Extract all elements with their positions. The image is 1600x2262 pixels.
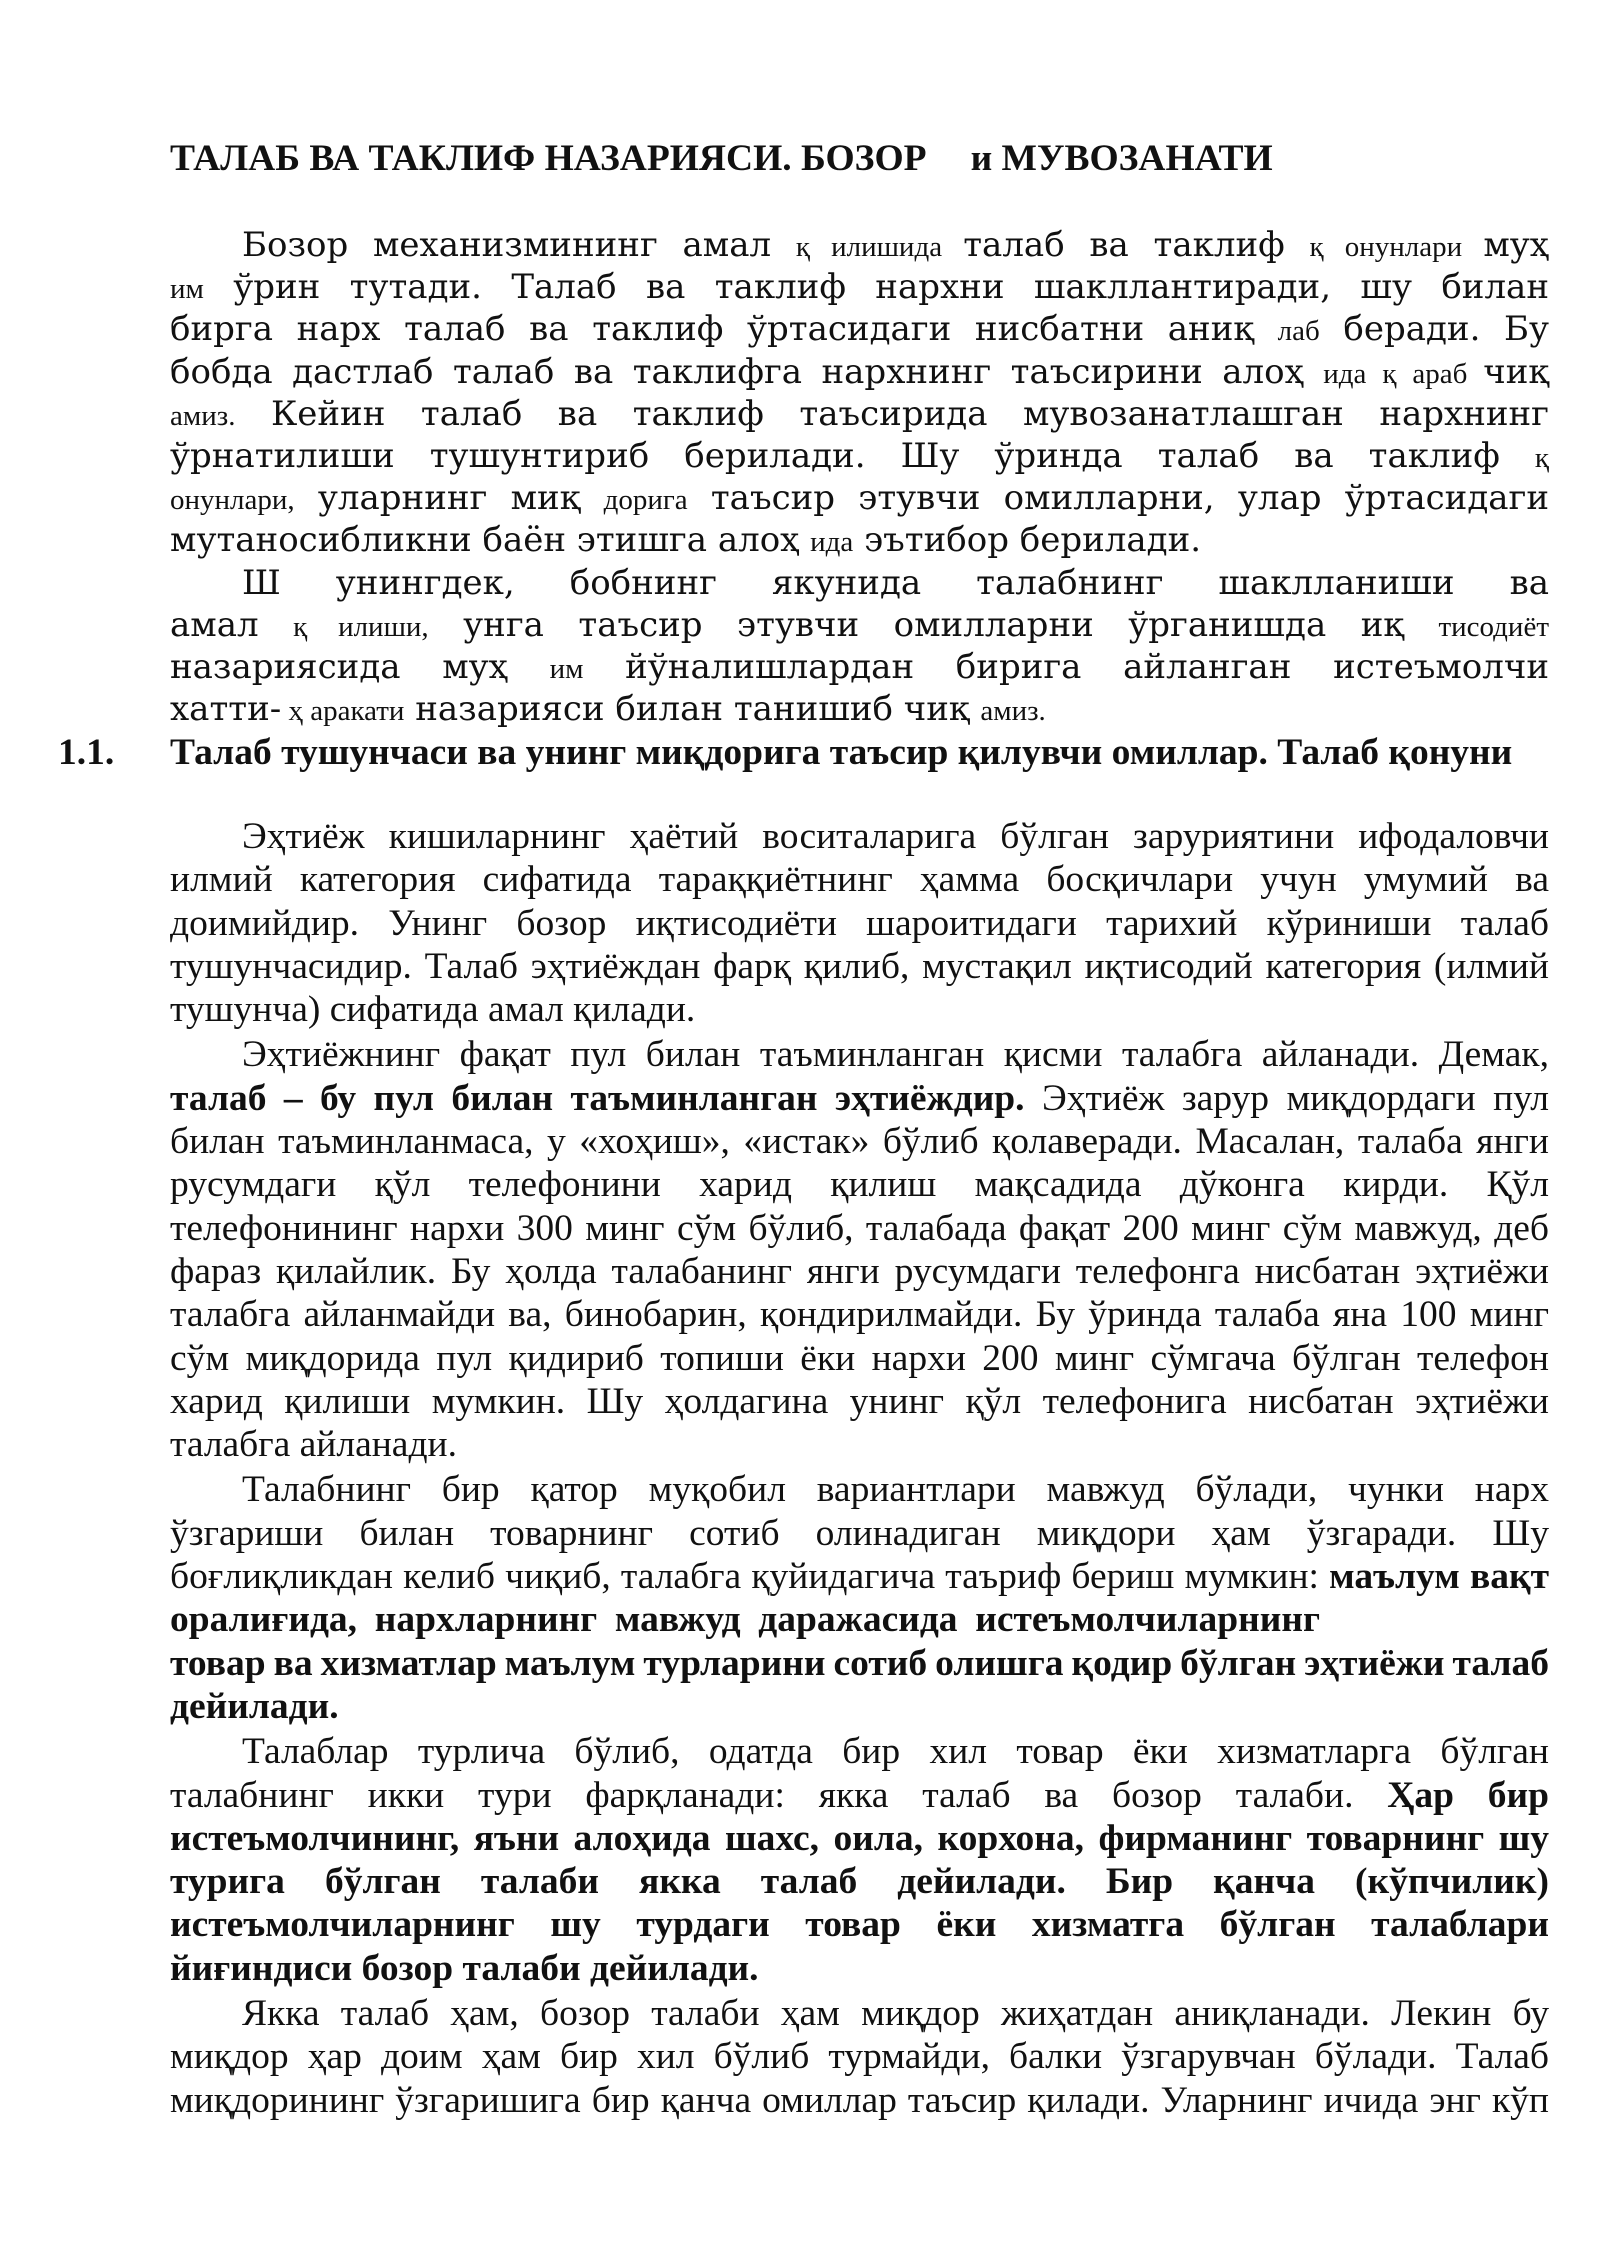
line-content	[170, 1121, 1549, 1162]
small-text-segment: им	[170, 273, 204, 306]
text-line	[170, 902, 1549, 945]
text-segment: боғлиқликдан келиб чиқиб, талабга қуйидагича таъриф бериш мумкин:	[170, 1556, 1330, 1598]
text-segment: доимийдир. Унинг бозор иқтисодиёти шароитидаги тарихий кўриниши талаб	[170, 902, 1549, 944]
text-segment: талабга айланмайди ва, бинобарин, қондирилмайди. Бу ўринда талаба яна 100 минг	[170, 1294, 1549, 1336]
text-segment: тушунчасидир. Талаб эҳтиёждан фарқ қилиб, мустақил иқтисодий категория (илмий	[170, 945, 1549, 987]
text-segment: ўзгариши билан товарнинг сотиб олинадиган миқдори ҳам ўзгаради. Шу	[170, 1512, 1549, 1554]
text-segment: сўм миқдорида пул қидириб топиши ёки нархи 200 минг сўмгача бўлган телефон	[170, 1337, 1549, 1379]
line-content	[170, 1948, 759, 1989]
line-content	[170, 1424, 457, 1465]
text-line	[170, 1468, 1549, 1511]
small-text-segment: им	[549, 652, 584, 685]
small-text-segment: тисодиёт	[1438, 610, 1549, 643]
text-line	[170, 688, 1549, 730]
text-line	[170, 1077, 1549, 1120]
line-content	[170, 309, 1549, 349]
line-content	[170, 2080, 1549, 2121]
bold-definition: истеъмолчининг, яъни алоҳида шахс, оила, корхона, фирманинг товарнинг шу	[170, 1817, 1549, 1859]
line-content	[170, 1686, 339, 1727]
text-segment: талабга айланади.	[170, 1424, 457, 1466]
line-content	[170, 1164, 1549, 1205]
text-segment: Бозор механизмининг амал	[242, 225, 796, 265]
text-segment: хатти-	[170, 689, 282, 730]
text-line	[170, 1120, 1549, 1163]
text-line	[170, 2079, 1549, 2122]
line-content	[170, 689, 1046, 729]
paragraph	[170, 1033, 1549, 1466]
text-line	[170, 1250, 1549, 1293]
text-segment: ўрин тутади. Талаб ва таклиф нархни шакллантиради, шу билан	[203, 267, 1549, 308]
text-line	[170, 604, 1549, 646]
line-content	[170, 1904, 1549, 1945]
bold-definition: истеъмолчиларнинг шу турдаги товар ёки хизматга бўлган талаблари	[170, 1904, 1549, 1946]
line-content	[170, 647, 1549, 687]
line-content	[170, 1513, 1549, 1554]
text-segment: йўналишлардан бирига айланган истеъмолчи	[583, 646, 1549, 687]
text-segment: амал	[170, 604, 294, 645]
bold-definition: турига бўлган талаби якка талаб дейилади. Бир қанча (кўпчилик)	[170, 1861, 1549, 1903]
line-content	[170, 1251, 1549, 1292]
text-line	[170, 945, 1549, 988]
text-line	[170, 1903, 1549, 1946]
text-line	[170, 435, 1549, 477]
small-text-segment: лаб	[1277, 315, 1320, 348]
bold-definition: товар ва хизматлар маълум турларини сотиб олишга қодир бўлган эҳтиёжи талаб	[170, 1642, 1549, 1684]
text-segment: назариясида муҳ	[170, 646, 550, 687]
text-line	[170, 1992, 1549, 2035]
text-line	[170, 1337, 1549, 1380]
text-line	[170, 1033, 1549, 1076]
text-segment: телефонининг нархи 300 минг сўм бўлиб, талабада фақат 200 минг сўм мавжуд, деб	[170, 1207, 1549, 1249]
line-content	[170, 1338, 1549, 1379]
text-line	[170, 1555, 1549, 1598]
text-segment: миқдорининг ўзгаришига бир қанча омиллар таъсир қилади. Уларнинг ичида энг кўп	[170, 2079, 1549, 2121]
text-segment: Эҳтиёжнинг фақат пул билан таъминланган қисми талабга айланади. Демак,	[242, 1034, 1549, 1076]
text-segment: илмий категория сифатида тараққиётнинг ҳамма босқичлари учун умумий ва	[170, 859, 1549, 901]
text-segment: талабнинг икки тури фарқланади: якка талаб ва бозор талаби.	[170, 1774, 1388, 1816]
text-line	[170, 1817, 1549, 1860]
bold-definition: Ҳар бир	[1387, 1774, 1549, 1816]
line-content	[170, 903, 1549, 944]
line-content	[170, 1381, 1549, 1422]
line-content	[170, 1775, 1549, 1816]
line-content	[242, 1993, 1549, 2034]
text-line	[170, 1860, 1549, 1903]
text-segment: таъсир этувчи омилларни, улар ўртасидаги	[687, 478, 1549, 519]
text-line	[170, 1774, 1549, 1817]
text-line	[170, 562, 1549, 604]
text-line	[170, 1423, 1549, 1466]
text-segment: бобда дастлаб талаб ва таклифга нархнинг таъсирини алоҳ	[170, 351, 1324, 392]
text-segment: фараз қилайлик. Бу ҳолда талабанинг янги русумдаги телефонга нисбатан эҳтиёжи	[170, 1250, 1549, 1292]
text-segment: тушунча) сифатида амал қилади.	[170, 989, 696, 1031]
intro-paragraph	[170, 562, 1549, 731]
text-segment: Якка талаб ҳам, бозор талаби ҳам миқдор жиҳатдан аниқланади. Лекин бу	[242, 1993, 1549, 2035]
text-line	[170, 1163, 1549, 1206]
text-segment: Эҳтиёж зарур миқдордаги пул	[1024, 1077, 1550, 1119]
body-section	[170, 815, 1549, 2122]
text-segment: миқдор ҳар доим ҳам бир хил бўлиб турмайди, балки ўзгарувчан бўлади. Талаб	[170, 2036, 1549, 2078]
paragraph	[170, 1992, 1549, 2122]
text-line	[170, 988, 1549, 1031]
small-text-segment: дорига	[603, 484, 688, 517]
line-content	[242, 816, 1549, 857]
title-tail: и МУВОЗАНАТИ	[970, 138, 1273, 179]
section-title: Талаб тушунчаси ва унинг миқдорига таъсир қилувчи омиллар. Талаб қонуни	[170, 732, 1513, 773]
small-text-segment: амиз.	[980, 695, 1046, 728]
line-content	[170, 520, 1201, 560]
text-line	[170, 477, 1549, 519]
intro-section	[170, 224, 1549, 730]
text-line	[170, 1642, 1549, 1685]
text-line	[170, 1730, 1549, 1773]
line-content	[170, 394, 1549, 434]
bold-definition: дейилади.	[170, 1685, 339, 1727]
text-line	[170, 1512, 1549, 1555]
small-text-segment: онунлари,	[170, 484, 295, 517]
small-text-segment: қ	[1534, 441, 1549, 474]
line-content	[242, 563, 1549, 603]
line-content	[170, 859, 1549, 900]
line-content	[242, 225, 1549, 265]
text-segment: мутаносибликни баён этишга алоҳ	[170, 520, 811, 561]
small-text-segment: қ онунлари	[1309, 231, 1484, 263]
text-segment: Ш унингдек, бобнинг якунида талабнинг шаклланиши ва	[242, 562, 1549, 603]
small-text-segment: амиз.	[170, 399, 236, 432]
text-line	[170, 646, 1549, 688]
line-content	[170, 478, 1549, 518]
text-segment: эътибор берилади.	[853, 520, 1202, 561]
text-line	[170, 815, 1549, 858]
small-text-segment: ҳ аракати	[281, 695, 405, 728]
text-line	[170, 308, 1549, 350]
line-content	[170, 267, 1549, 307]
text-segment: бирга нарх талаб ва таклиф ўртасидаги нисбатни аниқ	[170, 309, 1278, 350]
paragraph	[170, 1468, 1549, 1728]
text-segment: Эҳтиёж кишиларнинг ҳаётий воситаларига бўлган заруриятини ифодаловчи	[242, 816, 1549, 857]
line-content	[242, 1731, 1549, 1772]
text-line	[170, 1380, 1549, 1423]
text-line	[170, 1293, 1549, 1336]
line-content	[170, 1861, 1549, 1902]
line-content	[170, 1078, 1549, 1119]
small-text-segment: ида	[810, 526, 854, 559]
text-line	[170, 393, 1549, 435]
line-content	[242, 1469, 1549, 1510]
intro-paragraph	[170, 224, 1549, 562]
paragraph	[170, 815, 1549, 1031]
bold-definition: оралиғида, нархларнинг мавжуд даражасида истеъмолчиларнинг	[170, 1599, 1320, 1641]
text-segment: назарияси билан танишиб чиқ	[404, 689, 981, 730]
text-segment: Талаблар турлича бўлиб, одатда бир хил товар ёки хизматларга бўлган	[242, 1731, 1549, 1773]
text-line	[170, 224, 1549, 266]
line-content	[242, 1034, 1549, 1075]
text-segment: Кейин талаб ва таклиф таъсирида мувозанатлашган нархнинг	[235, 393, 1549, 434]
text-line	[170, 1207, 1549, 1250]
small-text-segment: қ илишида	[795, 231, 964, 263]
line-content	[170, 605, 1549, 645]
text-line	[170, 1685, 1549, 1728]
text-segment: беради. Бу	[1319, 309, 1550, 350]
text-segment: ўрнатилиши тушунтириб берилади. Шу ўринда талаб ва таклиф	[170, 435, 1535, 476]
document-title	[170, 137, 1273, 180]
text-segment: Талабнинг бир қатор муқобил вариантлари мавжуд бўлади, чунки нарх	[242, 1469, 1549, 1511]
text-line	[170, 519, 1549, 561]
text-line	[170, 2035, 1549, 2078]
text-segment: русумдаги қўл телефонини харид қилиш мақсадида дўконга кирди. Қўл	[170, 1164, 1549, 1206]
line-content	[170, 1208, 1549, 1249]
text-line	[170, 266, 1549, 308]
text-segment: харид қилиши мумкин. Шу ҳолдагина унинг қўл телефонига нисбатан эҳтиёжи	[170, 1380, 1549, 1422]
title-main: ТАЛАБ ВА ТАКЛИФ НАЗАРИЯСИ. БОЗОР	[170, 138, 927, 179]
small-text-segment: ида қ араб	[1323, 357, 1484, 390]
line-content	[170, 1599, 1320, 1640]
line-content	[170, 1818, 1549, 1859]
text-line	[170, 1947, 1549, 1990]
text-line	[170, 858, 1549, 901]
text-segment: билан таъминланмаса, у «хоҳиш», «истак» бўлиб қолаверади. Масалан, талаба янги	[170, 1121, 1549, 1163]
line-content	[170, 1556, 1549, 1597]
text-line	[170, 351, 1549, 393]
text-segment: унга таъсир этувчи омилларни ўрганишда иқ	[428, 604, 1439, 645]
text-line	[170, 1598, 1320, 1641]
line-content	[170, 1294, 1549, 1335]
paragraph	[170, 1730, 1549, 1990]
bold-definition: маълум вақт	[1329, 1556, 1550, 1598]
text-segment: уларнинг миқ	[294, 478, 604, 519]
text-segment: талаб ва таклиф	[963, 225, 1310, 265]
line-content	[170, 946, 1549, 987]
line-content	[170, 352, 1549, 392]
line-content	[170, 2036, 1549, 2077]
line-content	[170, 1643, 1549, 1684]
line-content	[170, 989, 695, 1030]
line-content	[170, 436, 1549, 476]
small-text-segment: қ илиши,	[293, 610, 429, 643]
text-segment: чиқ	[1483, 351, 1549, 392]
section-number: 1.1.	[58, 732, 115, 773]
bold-definition: талаб – бу пул билан таъминланган эҳтиёждир.	[170, 1077, 1025, 1119]
section-heading	[58, 731, 1549, 774]
bold-definition: йиғиндиси бозор талаби дейилади.	[170, 1947, 759, 1989]
text-segment: муҳ	[1483, 225, 1549, 265]
